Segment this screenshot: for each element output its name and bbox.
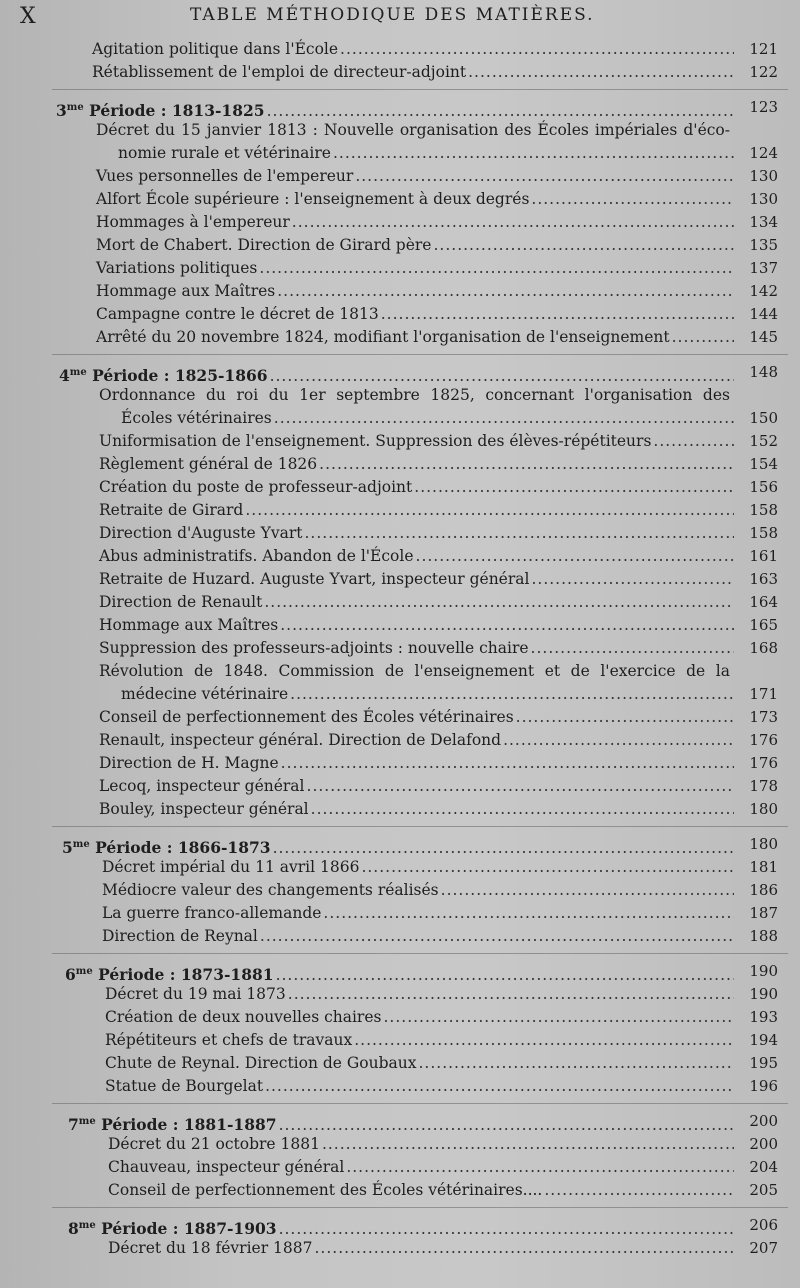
leader-dots xyxy=(288,983,734,1006)
toc-entry-leader xyxy=(96,326,734,349)
toc-entry-first-line: Révolution de 1848. Commission de l'enseignement et de l'exercice de la xyxy=(99,662,730,680)
leader-dots xyxy=(292,211,734,234)
period-ordinal-suffix: me xyxy=(78,1220,96,1231)
toc-entry-title: Agitation politique dans l'École xyxy=(92,40,339,58)
toc-entry-leader xyxy=(99,430,734,453)
toc-entry xyxy=(0,188,800,211)
leader-dots xyxy=(441,879,734,902)
leader-dots xyxy=(311,798,734,821)
toc-entry xyxy=(0,1075,800,1098)
toc-entry-leader xyxy=(108,1237,734,1260)
toc-entry-title: Retraite de Huzard. Auguste Yvart, inspecteur général xyxy=(99,570,530,588)
toc-entry xyxy=(0,119,800,165)
period-title: $7^{me}$ Période : 1881-1887 xyxy=(68,1115,277,1135)
period-ordinal-suffix: me xyxy=(72,839,90,850)
toc-entry xyxy=(0,499,800,522)
toc-entry-leader xyxy=(108,1179,734,1202)
section-divider xyxy=(52,354,788,355)
toc-entry-title: Médiocre valeur des changements réalisés xyxy=(102,881,439,899)
toc-entry-title: Chute de Reynal. Direction de Goubaux xyxy=(105,1054,417,1072)
toc-entry-page: 130 xyxy=(749,190,778,208)
section-divider xyxy=(52,1103,788,1104)
toc-entry-leader xyxy=(99,545,734,568)
toc-entry xyxy=(0,1237,800,1260)
toc-entry-title: Création du poste de professeur-adjoint xyxy=(99,478,413,496)
toc-entry-page: 130 xyxy=(749,167,778,185)
period-leader xyxy=(62,833,734,856)
toc-entry-title: Écoles vétérinaires xyxy=(121,409,272,427)
toc-entry-title: Décret impérial du 11 avril 1866 xyxy=(102,858,360,876)
toc-entry xyxy=(0,1029,800,1052)
toc-entry-leader xyxy=(96,257,734,280)
toc-entry-leader xyxy=(105,983,734,1006)
section-divider xyxy=(52,89,788,90)
toc-entry-title: Hommage aux Maîtres xyxy=(96,282,276,300)
toc-entry-page: 176 xyxy=(749,754,778,772)
table-of-contents xyxy=(0,38,800,1260)
toc-entry-page: 186 xyxy=(749,881,778,899)
leader-dots xyxy=(433,234,734,257)
toc-entry-title: Conseil de perfectionnement des Écoles vétérinaires xyxy=(99,708,514,726)
period-page: 200 xyxy=(749,1112,778,1130)
leader-dots xyxy=(265,1075,734,1098)
toc-entry xyxy=(0,798,800,821)
toc-entry-leader xyxy=(99,706,734,729)
toc-entry-page: 173 xyxy=(749,708,778,726)
toc-entry-page: 154 xyxy=(749,455,778,473)
leader-dots xyxy=(259,257,734,280)
toc-entry xyxy=(0,591,800,614)
section-gap xyxy=(0,84,800,96)
leader-dots xyxy=(346,1156,734,1179)
section-divider xyxy=(52,826,788,827)
section-gap xyxy=(0,349,800,361)
toc-entry-page: 142 xyxy=(749,282,778,300)
toc-entry-title: Direction de H. Magne xyxy=(99,754,279,772)
leader-dots xyxy=(361,856,734,879)
toc-entry-title: Conseil de perfectionnement des Écoles vétérinaires.... xyxy=(108,1181,543,1199)
toc-entry-title: Bouley, inspecteur général xyxy=(99,800,309,818)
toc-entry-page: 137 xyxy=(749,259,778,277)
toc-entry-page: 124 xyxy=(749,144,778,162)
toc-entry-page: 196 xyxy=(749,1077,778,1095)
period-title: $6^{me}$ Période : 1873-1881 xyxy=(65,965,274,985)
toc-entry-leader xyxy=(99,614,734,637)
toc-entry-page: 150 xyxy=(749,409,778,427)
leader-dots xyxy=(245,499,734,522)
toc-entry-title: Mort de Chabert. Direction de Girard père xyxy=(96,236,432,254)
section-divider xyxy=(52,1207,788,1208)
leader-dots xyxy=(280,614,734,637)
toc-entry-page: 163 xyxy=(749,570,778,588)
period-heading xyxy=(0,1214,800,1237)
leader-dots xyxy=(319,453,734,476)
toc-entry xyxy=(0,280,800,303)
period-title: $8^{me}$ Période : 1887-1903 xyxy=(68,1219,277,1239)
leader-dots xyxy=(468,61,734,84)
toc-entry-page: 204 xyxy=(749,1158,778,1176)
toc-entry-title: Décret du 18 février 1887 xyxy=(108,1239,313,1257)
toc-entry-leader xyxy=(99,729,734,752)
toc-entry-title: Décret du 19 mai 1873 xyxy=(105,985,286,1003)
leader-dots xyxy=(531,568,734,591)
toc-entry-title: Lecoq, inspecteur général xyxy=(99,777,305,795)
toc-entry-leader xyxy=(102,925,734,948)
toc-entry-leader xyxy=(121,683,734,706)
toc-entry-leader xyxy=(99,522,734,545)
leader-dots xyxy=(672,326,734,349)
toc-entry-page: 165 xyxy=(749,616,778,634)
toc-entry-title: Chauveau, inspecteur général xyxy=(108,1158,345,1176)
period-title: $4^{me}$ Période : 1825-1866 xyxy=(59,366,268,386)
toc-entry-page: 193 xyxy=(749,1008,778,1026)
period-title: $5^{me}$ Période : 1866-1873 xyxy=(62,838,271,858)
leader-dots xyxy=(383,1006,734,1029)
toc-entry-leader xyxy=(99,453,734,476)
leader-dots xyxy=(260,925,734,948)
leader-dots xyxy=(277,280,734,303)
leader-dots xyxy=(531,637,734,660)
toc-entry xyxy=(0,384,800,430)
toc-entry-title: Direction de Reynal xyxy=(102,927,258,945)
toc-entry-page: 158 xyxy=(749,524,778,542)
toc-entry-page: 144 xyxy=(749,305,778,323)
period-heading xyxy=(0,1110,800,1133)
period-heading xyxy=(0,833,800,856)
toc-entry-title: Direction d'Auguste Yvart xyxy=(99,524,303,542)
toc-entry-page: 156 xyxy=(749,478,778,496)
period-ordinal-suffix: me xyxy=(78,1116,96,1127)
leader-dots xyxy=(544,1179,734,1202)
toc-entry xyxy=(0,1006,800,1029)
toc-entry-page: 181 xyxy=(749,858,778,876)
toc-entry-page: 158 xyxy=(749,501,778,519)
toc-entry-page: 187 xyxy=(749,904,778,922)
period-ordinal-suffix: me xyxy=(75,966,93,977)
toc-entry-page: 152 xyxy=(749,432,778,450)
toc-entry xyxy=(0,775,800,798)
toc-entry-title: Campagne contre le décret de 1813 xyxy=(96,305,379,323)
toc-entry-page: 200 xyxy=(749,1135,778,1153)
leader-dots xyxy=(354,1029,734,1052)
toc-entry-page: 164 xyxy=(749,593,778,611)
toc-entry-title: Création de deux nouvelles chaires xyxy=(105,1008,382,1026)
period-page: 206 xyxy=(749,1216,778,1234)
leader-dots xyxy=(307,775,734,798)
period-leader xyxy=(68,1110,734,1133)
toc-entry xyxy=(0,234,800,257)
toc-entry-leader xyxy=(118,142,734,165)
toc-entry-title: Alfort École supérieure : l'enseignement à deux degrés xyxy=(96,190,530,208)
toc-entry-page: 205 xyxy=(749,1181,778,1199)
toc-entry xyxy=(0,1179,800,1202)
toc-entry-leader xyxy=(92,38,734,61)
toc-entry-leader xyxy=(96,234,734,257)
toc-entry-leader xyxy=(99,499,734,522)
period-leader xyxy=(59,361,734,384)
period-heading xyxy=(0,960,800,983)
toc-entry-page: 121 xyxy=(749,40,778,58)
section-divider xyxy=(52,953,788,954)
toc-entry xyxy=(0,61,800,84)
toc-entry-title: Retraite de Girard xyxy=(99,501,244,519)
leader-dots xyxy=(281,752,734,775)
toc-entry-page: 122 xyxy=(749,63,778,81)
toc-entry xyxy=(0,706,800,729)
toc-entry-leader xyxy=(96,188,734,211)
section-gap xyxy=(0,1202,800,1214)
toc-entry-page: 135 xyxy=(749,236,778,254)
toc-entry-title: Hommages à l'empereur xyxy=(96,213,290,231)
toc-entry xyxy=(0,326,800,349)
leader-dots xyxy=(419,1052,735,1075)
period-leader xyxy=(56,96,734,119)
leader-dots xyxy=(264,591,734,614)
toc-entry-leader xyxy=(105,1029,734,1052)
toc-entry-title: Vues personnelles de l'empereur xyxy=(96,167,354,185)
toc-entry-title: Suppression des professeurs-adjoints : nouvelle chaire xyxy=(99,639,529,657)
toc-entry xyxy=(0,568,800,591)
toc-entry-leader xyxy=(99,637,734,660)
leader-dots xyxy=(355,165,734,188)
toc-entry-title: Direction de Renault xyxy=(99,593,263,611)
leader-dots xyxy=(653,430,734,453)
period-page: 123 xyxy=(749,98,778,116)
toc-entry-leader xyxy=(102,856,734,879)
leader-dots xyxy=(323,902,734,925)
toc-entry xyxy=(0,545,800,568)
toc-entry-leader xyxy=(99,591,734,614)
toc-entry-leader xyxy=(121,407,734,430)
period-heading xyxy=(0,96,800,119)
leader-dots xyxy=(305,522,735,545)
toc-entry-leader xyxy=(99,752,734,775)
toc-entry-page: 161 xyxy=(749,547,778,565)
toc-entry-title: Arrêté du 20 novembre 1824, modifiant l'organisation de l'enseignement xyxy=(96,328,670,346)
period-title: $3^{me}$ Période : 1813-1825 xyxy=(56,101,265,121)
toc-entry-title: Règlement général de 1826 xyxy=(99,455,318,473)
toc-entry-page: 171 xyxy=(749,685,778,703)
toc-entry xyxy=(0,752,800,775)
toc-entry-leader xyxy=(99,568,734,591)
toc-entry xyxy=(0,1156,800,1179)
toc-entry xyxy=(0,614,800,637)
toc-entry xyxy=(0,902,800,925)
toc-entry xyxy=(0,522,800,545)
leader-dots xyxy=(414,476,734,499)
toc-entry xyxy=(0,211,800,234)
toc-entry-title: Rétablissement de l'emploi de directeur-adjoint xyxy=(92,63,467,81)
toc-entry-leader xyxy=(102,902,734,925)
toc-entry xyxy=(0,453,800,476)
toc-entry-leader xyxy=(108,1156,734,1179)
running-title: TABLE MÉTHODIQUE DES MATIÈRES. xyxy=(190,5,595,25)
toc-entry xyxy=(0,257,800,280)
toc-entry xyxy=(0,165,800,188)
period-page: 148 xyxy=(749,363,778,381)
leader-dots xyxy=(274,407,734,430)
toc-entry-page: 190 xyxy=(749,985,778,1003)
toc-entry-first-line: Décret du 15 janvier 1813 : Nouvelle organisation des Écoles impériales d'éco- xyxy=(96,121,730,139)
leader-dots xyxy=(290,683,734,706)
toc-entry-leader xyxy=(105,1006,734,1029)
toc-entry-title: Uniformisation de l'enseignement. Suppression des élèves-répétiteurs xyxy=(99,432,652,450)
leader-dots xyxy=(333,142,734,165)
leader-dots xyxy=(340,38,734,61)
toc-entry-title: La guerre franco-allemande xyxy=(102,904,322,922)
toc-entry-leader xyxy=(105,1052,734,1075)
toc-entry xyxy=(0,303,800,326)
toc-entry-leader xyxy=(99,476,734,499)
leader-dots xyxy=(416,545,734,568)
toc-entry-leader xyxy=(108,1133,734,1156)
toc-entry xyxy=(0,729,800,752)
leader-dots xyxy=(503,729,734,752)
toc-entry-page: 195 xyxy=(749,1054,778,1072)
period-ordinal-suffix: me xyxy=(69,367,87,378)
toc-entry-title: Variations politiques xyxy=(96,259,258,277)
toc-entry-title: médecine vétérinaire xyxy=(121,685,289,703)
toc-entry-page: 134 xyxy=(749,213,778,231)
leader-dots xyxy=(516,706,734,729)
toc-entry-title: Décret du 21 octobre 1881 xyxy=(108,1135,320,1153)
toc-entry xyxy=(0,879,800,902)
toc-entry-leader xyxy=(99,798,734,821)
toc-entry-leader xyxy=(92,61,734,84)
toc-entry xyxy=(0,660,800,706)
toc-entry xyxy=(0,637,800,660)
section-gap xyxy=(0,821,800,833)
toc-entry-leader xyxy=(96,280,734,303)
leader-dots xyxy=(381,303,734,326)
page-number: X xyxy=(20,4,37,29)
toc-entry-page: 168 xyxy=(749,639,778,657)
toc-entry-page: 180 xyxy=(749,800,778,818)
toc-entry-title: Statue de Bourgelat xyxy=(105,1077,264,1095)
toc-entry xyxy=(0,925,800,948)
toc-entry-title: Abus administratifs. Abandon de l'École xyxy=(99,547,414,565)
toc-entry-leader xyxy=(96,303,734,326)
toc-entry xyxy=(0,38,800,61)
period-leader xyxy=(65,960,734,983)
toc-entry-page: 178 xyxy=(749,777,778,795)
toc-entry-first-line: Ordonnance du roi du 1er septembre 1825, concernant l'organisation des xyxy=(99,386,730,404)
toc-entry-leader xyxy=(99,775,734,798)
toc-entry-page: 188 xyxy=(749,927,778,945)
toc-entry xyxy=(0,1133,800,1156)
leader-dots xyxy=(315,1237,735,1260)
section-gap xyxy=(0,1098,800,1110)
toc-entry xyxy=(0,856,800,879)
toc-entry-page: 145 xyxy=(749,328,778,346)
toc-entry-leader xyxy=(96,165,734,188)
toc-entry-title: Hommage aux Maîtres xyxy=(99,616,279,634)
toc-entry-title: Renault, inspecteur général. Direction de Delafond xyxy=(99,731,502,749)
leader-dots xyxy=(322,1133,734,1156)
period-leader xyxy=(68,1214,734,1237)
toc-entry-page: 207 xyxy=(749,1239,778,1257)
toc-entry xyxy=(0,476,800,499)
period-page: 180 xyxy=(749,835,778,853)
toc-entry xyxy=(0,1052,800,1075)
toc-entry-leader xyxy=(96,211,734,234)
toc-entry-title: nomie rurale et vétérinaire xyxy=(118,144,331,162)
toc-entry xyxy=(0,430,800,453)
toc-entry-leader xyxy=(105,1075,734,1098)
toc-entry-title: Répétiteurs et chefs de travaux xyxy=(105,1031,353,1049)
period-ordinal-suffix: me xyxy=(66,102,84,113)
period-heading xyxy=(0,361,800,384)
toc-entry-leader xyxy=(102,879,734,902)
toc-entry xyxy=(0,983,800,1006)
period-page: 190 xyxy=(749,962,778,980)
section-gap xyxy=(0,948,800,960)
toc-entry-page: 194 xyxy=(749,1031,778,1049)
toc-entry-page: 176 xyxy=(749,731,778,749)
leader-dots xyxy=(531,188,734,211)
